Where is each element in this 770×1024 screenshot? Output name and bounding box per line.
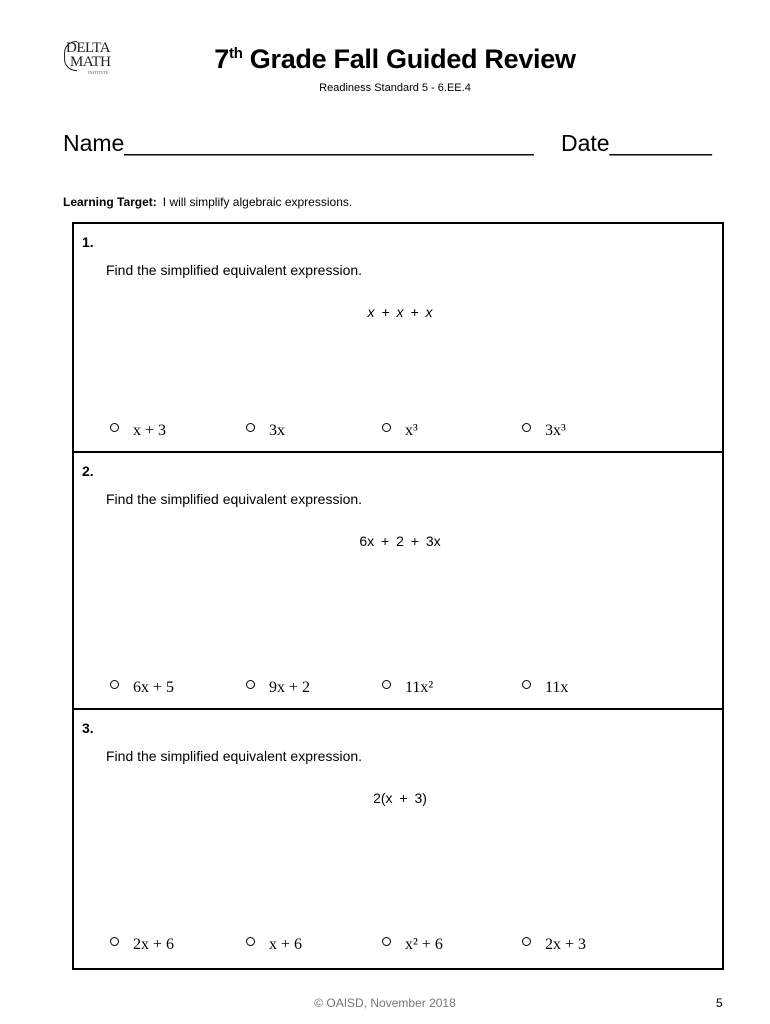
question-number: 1. xyxy=(82,234,94,250)
question-prompt: Find the simplified equivalent expression. xyxy=(106,491,363,507)
choice-a[interactable]: 2x + 6 xyxy=(110,936,174,954)
question-prompt: Find the simplified equivalent expression. xyxy=(106,262,363,278)
radio-button[interactable] xyxy=(246,423,255,432)
choice-b[interactable]: 3x xyxy=(246,422,285,440)
logo-line1: DELTA xyxy=(66,40,111,56)
question-box-2 xyxy=(72,451,724,710)
logo-line3: INSTITUTE xyxy=(88,70,109,75)
question-number: 3. xyxy=(82,720,94,736)
choice-c[interactable]: x² + 6 xyxy=(382,936,443,954)
radio-button[interactable] xyxy=(110,680,119,689)
choice-b[interactable]: x + 6 xyxy=(246,936,302,954)
radio-button[interactable] xyxy=(522,423,531,432)
radio-button[interactable] xyxy=(110,937,119,946)
radio-button[interactable] xyxy=(246,680,255,689)
choice-a[interactable]: x + 3 xyxy=(110,422,166,440)
choice-c[interactable]: 11x² xyxy=(382,679,433,697)
learning-target xyxy=(63,195,352,209)
learning-target-label: Learning Target: xyxy=(63,195,157,209)
radio-button[interactable] xyxy=(522,937,531,946)
question-expression: 6x + 2 + 3x xyxy=(359,533,441,549)
radio-button[interactable] xyxy=(522,680,531,689)
radio-button[interactable] xyxy=(110,423,119,432)
question-expression: x + x + x xyxy=(367,304,433,320)
choice-d[interactable]: 11x xyxy=(522,679,568,697)
radio-button[interactable] xyxy=(382,423,391,432)
page-subtitle: Readiness Standard 5 - 6.EE.4 xyxy=(319,82,471,94)
choice-d[interactable]: 2x + 3 xyxy=(522,936,586,954)
radio-button[interactable] xyxy=(382,680,391,689)
page-title: 7th Grade Fall Guided Review xyxy=(214,44,576,74)
choice-c[interactable]: x³ xyxy=(382,422,418,440)
footer-copyright: © OAISD, November 2018 xyxy=(314,996,456,1010)
radio-button[interactable] xyxy=(382,937,391,946)
question-prompt: Find the simplified equivalent expression. xyxy=(106,748,363,764)
date-field[interactable]: Date________ xyxy=(561,130,712,156)
choice-a[interactable]: 6x + 5 xyxy=(110,679,174,697)
choice-d[interactable]: 3x³ xyxy=(522,422,566,440)
question-expression: 2(x + 3) xyxy=(373,790,427,806)
question-box-3 xyxy=(72,708,724,970)
logo-line2: MATH xyxy=(70,54,111,70)
choice-b[interactable]: 9x + 2 xyxy=(246,679,310,697)
name-field[interactable]: Name________________________________ xyxy=(63,130,534,156)
learning-target-text: I will simplify algebraic expressions. xyxy=(162,195,353,209)
radio-button[interactable] xyxy=(246,937,255,946)
question-box-1 xyxy=(72,222,724,453)
question-number: 2. xyxy=(82,463,94,479)
page-number: 5 xyxy=(716,996,723,1010)
